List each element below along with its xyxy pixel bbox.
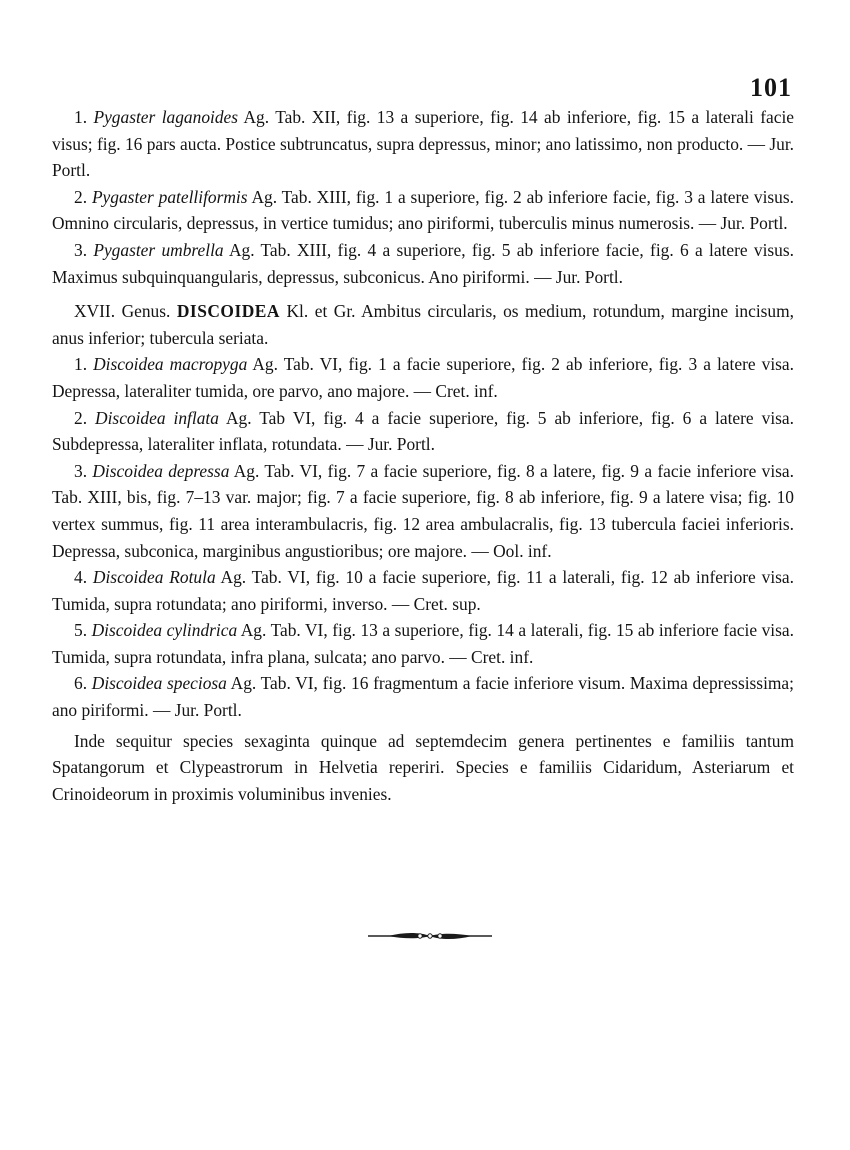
page-number: 101 — [750, 73, 792, 102]
genus-prefix: XVII. Genus. — [74, 301, 177, 322]
entry-number: 1. — [74, 107, 88, 127]
species-description: Ag. Tab. VI, fig. 13 a superiore, fig. 14 a laterali, fig. 15 ab inferiore facie visa. Tumida, supra rotundata, infra plana, sulcata; ano parvo. — Cret. inf. — [52, 620, 794, 667]
entry-number: 1. — [74, 354, 88, 375]
entry-number: 3. — [74, 460, 88, 481]
species-entry — [52, 564, 794, 617]
species-entry — [52, 351, 794, 404]
entry-number: 3. — [74, 239, 88, 260]
species-description: Ag. Tab. VI, fig. 1 a facie superiore, fig. 2 ab inferiore, fig. 3 a latere visa. Depressa, lateraliter tumida, ore parvo, ano majore. — Cret. inf. — [52, 354, 794, 401]
closing-paragraph: Inde sequitur species sexaginta quinque ad septemdecim genera pertinentes e familiis tantum Spatangorum et Clypeastrorum in Helvetia reperiri. Species e familiis Cidaridum, Asteriarum et Crinoideorum in proximis voluminibus invenies. — [52, 730, 794, 804]
species-entry — [52, 617, 794, 670]
species-name: Pygaster umbrella — [93, 239, 224, 260]
entry-number: 2. — [74, 186, 88, 207]
species-name: Pygaster laganoides — [93, 107, 239, 127]
genus-heading — [52, 298, 794, 351]
species-name: Discoidea speciosa — [91, 673, 227, 694]
species-description: Ag. Tab. XII, fig. 13 a superiore, fig. 14 ab inferiore, fig. 15 a laterali facie visus; fig. 16 pars aucta. Postice subtruncatus, supra depressus, minor; ano latissimo, non producto. — Jur. Portl. — [52, 107, 794, 181]
species-entry — [52, 405, 794, 458]
genus-name: DISCOIDEA — [176, 301, 280, 322]
entry-number: 5. — [74, 620, 88, 641]
species-name: Discoidea depressa — [92, 460, 230, 481]
species-entry — [52, 184, 794, 237]
entry-number: 2. — [74, 407, 88, 428]
species-description: Ag. Tab. VI, fig. 10 a facie superiore, fig. 11 a laterali, fig. 12 ab inferiore visa. Tumida, supra rotundata; ano piriformi, inverso. — Cret. sup. — [52, 567, 794, 614]
species-description: Ag. Tab. VI, fig. 16 fragmentum a facie inferiore visum. Maxima depressissima; ano piriformi. — Jur. Portl. — [52, 673, 794, 721]
page-body — [52, 104, 794, 807]
species-entry — [52, 458, 794, 564]
species-description: Ag. Tab. VI, fig. 7 a facie superiore, fig. 8 a latere, fig. 9 a facie inferiore visa. Tab. XIII, bis, fig. 7–13 var. major; fig. 7 a facie superiore, fig. 8 ab inferiore, fig. 9 a latere visa; fig. 10 vertex summus, fig. 11 area interambulacris, fig. 12 area ambulacralis, fig. 13 tubercula faciei inferioris. Depressa, subconica, marginibus angustioribus; ore majore. — Ool. inf. — [52, 460, 794, 561]
species-name: Discoidea inflata — [95, 407, 219, 428]
species-entry — [52, 104, 794, 184]
entry-number: 6. — [74, 673, 88, 694]
species-entry — [52, 237, 794, 290]
species-description: Ag. Tab. XIII, fig. 4 a superiore, fig. 5 ab inferiore facie, fig. 6 a latere visus. Maximus subquinquangularis, depressus, subconicus. Ano piriformi. — Jur. Portl. — [52, 239, 794, 287]
species-description: Ag. Tab VI, fig. 4 a facie superiore, fig. 5 ab inferiore, fig. 6 a latere visa. Subdepressa, lateraliter inflata, rotundata. — Jur. Portl. — [52, 407, 794, 455]
species-name: Discoidea macropyga — [93, 354, 248, 375]
species-name: Pygaster patelliformis — [91, 186, 248, 207]
entry-number: 4. — [74, 567, 88, 588]
section-end-ornament — [368, 928, 492, 944]
species-entry — [52, 670, 794, 723]
species-name: Discoidea Rotula — [92, 567, 216, 588]
species-description: Ag. Tab. XIII, fig. 1 a superiore, fig. 2 ab inferiore facie, fig. 3 a latere visus. Omnino circularis, depressus, in vertice tumidus; ano piriformi, tuberculis minus numerosis. — Jur. Portl. — [52, 186, 794, 234]
genus-description: Kl. et Gr. Ambitus circularis, os medium, rotundum, margine incisum, anus inferior; tubercula seriata. — [52, 301, 794, 348]
species-name: Discoidea cylindrica — [91, 620, 238, 641]
